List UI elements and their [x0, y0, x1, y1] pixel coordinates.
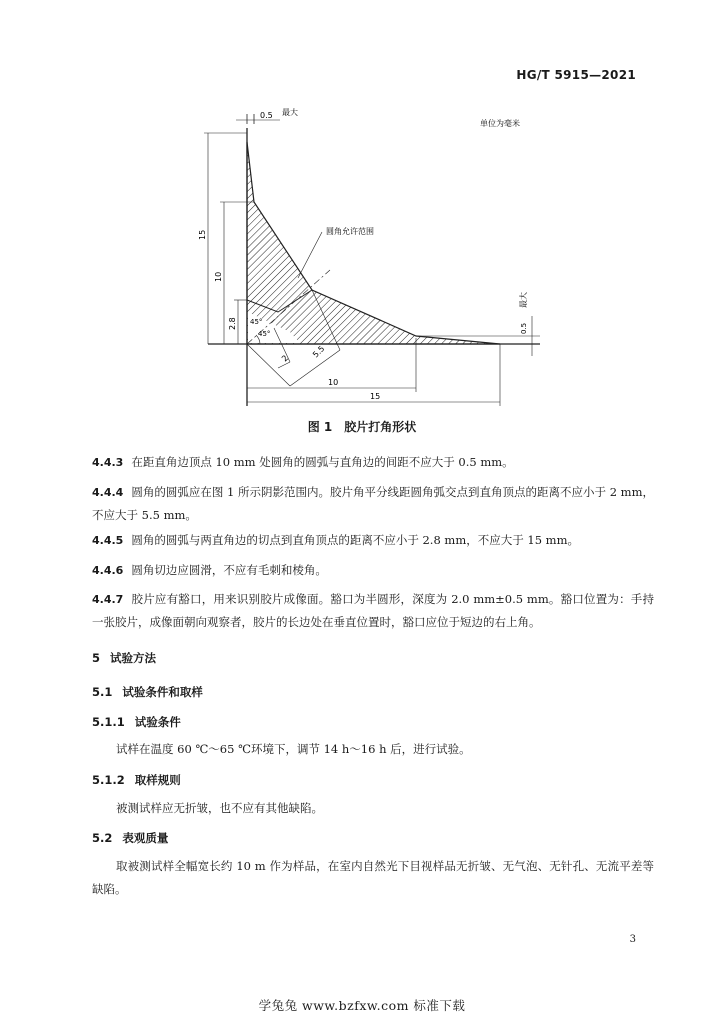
dim-10-horizontal: 10	[328, 378, 339, 387]
dim-10-vertical: 10	[214, 271, 223, 282]
allowed-region-hatch	[247, 142, 500, 344]
dim-5-5: 5.5	[311, 344, 327, 360]
right-gap-label: 0.5	[520, 322, 528, 334]
section-5-1-1-body: 试样在温度 60 ℃～65 ℃环境下，调节 14 h～16 h 后，进行试验。	[116, 742, 471, 756]
unit-note: 单位为毫米	[480, 119, 520, 128]
clause-4-4-7: 4.4.7 胶片应有豁口，用来识别胶片成像面。豁口为半圆形，深度为 2.0 mm±0.5 mm。豁口位置为：手持一张胶片，成像面朝向观察者，胶片的长边处在垂直位置时，豁口应位于短边的右上角。	[92, 592, 654, 629]
section-5-1-heading: 5.1 试验条件和取样	[92, 685, 203, 699]
section-5-2-heading: 5.2 表观质量	[92, 831, 169, 845]
dim-2-8-vertical: 2.8	[228, 317, 237, 330]
section-5-1-2-heading: 5.1.2 取样规则	[92, 773, 181, 787]
section-5-2-body: 取被测试样全幅宽长约 10 m 作为样品，在室内自然光下目视样品无折皱、无气泡、无针孔、无流平差等缺陷。	[92, 859, 654, 896]
zone-label: 圆角允许范围	[326, 227, 374, 236]
clause-4-4-5: 4.4.5 圆角的圆弧与两直角边的切点到直角顶点的距离不应小于 2.8 mm，不应大于 15 mm。	[92, 533, 579, 547]
top-max-label: 最大	[282, 108, 298, 117]
angle-45-a: 45°	[250, 318, 263, 326]
clause-4-4-4: 4.4.4 圆角的圆弧应在图 1 所示阴影范围内。胶片角平分线距圆角弧交点到直角顶点的距离不应小于 2 mm，不应大于 5.5 mm。	[92, 485, 654, 522]
section-5-1-2-body: 被测试样应无折皱，也不应有其他缺陷。	[116, 801, 323, 815]
footer-watermark: 学兔兔 www.bzfxw.com 标准下载	[258, 998, 466, 1013]
angle-45-b: 45°	[258, 330, 271, 338]
dim-15-vertical: 15	[198, 229, 207, 240]
clause-4-4-6: 4.4.6 圆角切边应圆滑，不应有毛刺和棱角。	[92, 563, 327, 577]
page-number: 3	[629, 934, 636, 945]
standard-code: HG/T 5915—2021	[516, 68, 636, 82]
clause-4-4-3: 4.4.3 在距直角边顶点 10 mm 处圆角的圆弧与直角边的间距不应大于 0.5 mm。	[92, 455, 514, 469]
right-max-label: 最大	[519, 292, 528, 308]
dim-2: 2	[280, 353, 291, 364]
section-5-heading: 5 试验方法	[92, 651, 157, 665]
figure-1-film-corner-shape	[190, 100, 550, 410]
dim-15-horizontal: 15	[370, 392, 381, 401]
figure-caption: 图 1 胶片打角形状	[307, 420, 417, 434]
top-gap-label: 0.5	[260, 111, 273, 120]
section-5-1-1-heading: 5.1.1 试验条件	[92, 715, 181, 729]
